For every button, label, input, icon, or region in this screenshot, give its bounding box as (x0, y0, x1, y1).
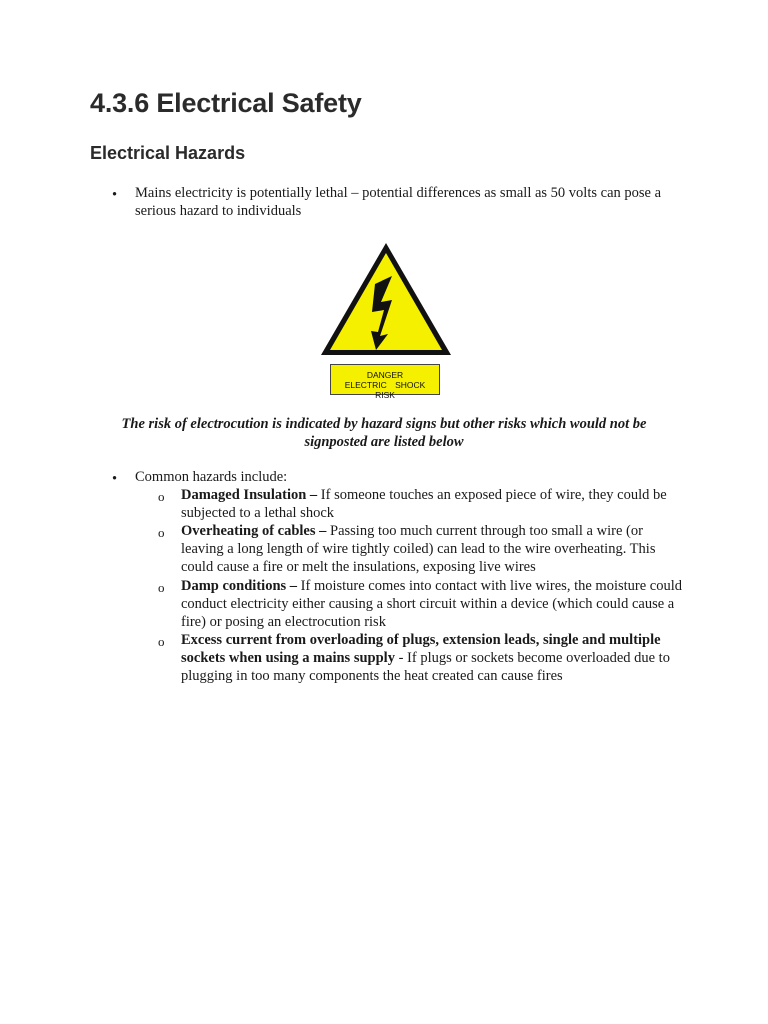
intro-bullet-text: Mains electricity is potentially lethal – potential differences as small as 50 volts can pose a serious hazard to individuals (135, 185, 662, 219)
sub-bullet-marker: o (158, 634, 165, 649)
danger-label-line1: DANGER (366, 370, 404, 380)
sign-caption: The risk of electrocution is indicated by hazard signs but other risks which would not be signposted are listed below (121, 416, 647, 450)
hazard-item (181, 631, 686, 685)
common-hazards-label: Common hazards include: (135, 469, 288, 485)
bullet-marker: • (112, 471, 118, 487)
hazard-text: - If plugs or sockets become overloaded due to plugging in too many components the heat created can cause fires (181, 650, 670, 684)
hazard-text: Passing too much current through too small a wire (or leaving a long length of wire tightly coiled) can lead to the wire overheating. This could cause a fire or melt the insulations, exposing live wires (181, 523, 656, 575)
hazard-title: Damp conditions – (181, 578, 298, 594)
hazard-text: If moisture comes into contact with live wires, the moisture could conduct electricity either causing a short circuit within a device (which could cause a fire) or posing an electrocution risk (181, 578, 682, 630)
hazard-title: Excess current from overloading of plugs, extension leads, single and multiple sockets when using a mains supply (181, 632, 661, 666)
sub-bullet-marker: o (158, 489, 165, 504)
high-voltage-warning-icon (318, 240, 454, 360)
hazard-item (181, 577, 686, 631)
page-title: 4.3.6 Electrical Safety (90, 88, 362, 118)
sub-bullet-marker: o (158, 580, 165, 595)
danger-label-line2: ELECTRIC SHOCK RISK (344, 380, 426, 400)
hazard-text: If someone touches an exposed piece of wire, they could be subjected to a lethal shock (181, 487, 667, 521)
sub-bullet-marker: o (158, 525, 165, 540)
hazard-item (181, 522, 686, 576)
danger-label-sign (330, 364, 440, 400)
hazard-title: Overheating of cables – (181, 523, 327, 539)
section-heading: Electrical Hazards (90, 143, 246, 163)
hazard-title: Damaged Insulation – (181, 487, 318, 503)
hazard-item (181, 486, 686, 522)
bullet-marker: • (112, 187, 118, 203)
